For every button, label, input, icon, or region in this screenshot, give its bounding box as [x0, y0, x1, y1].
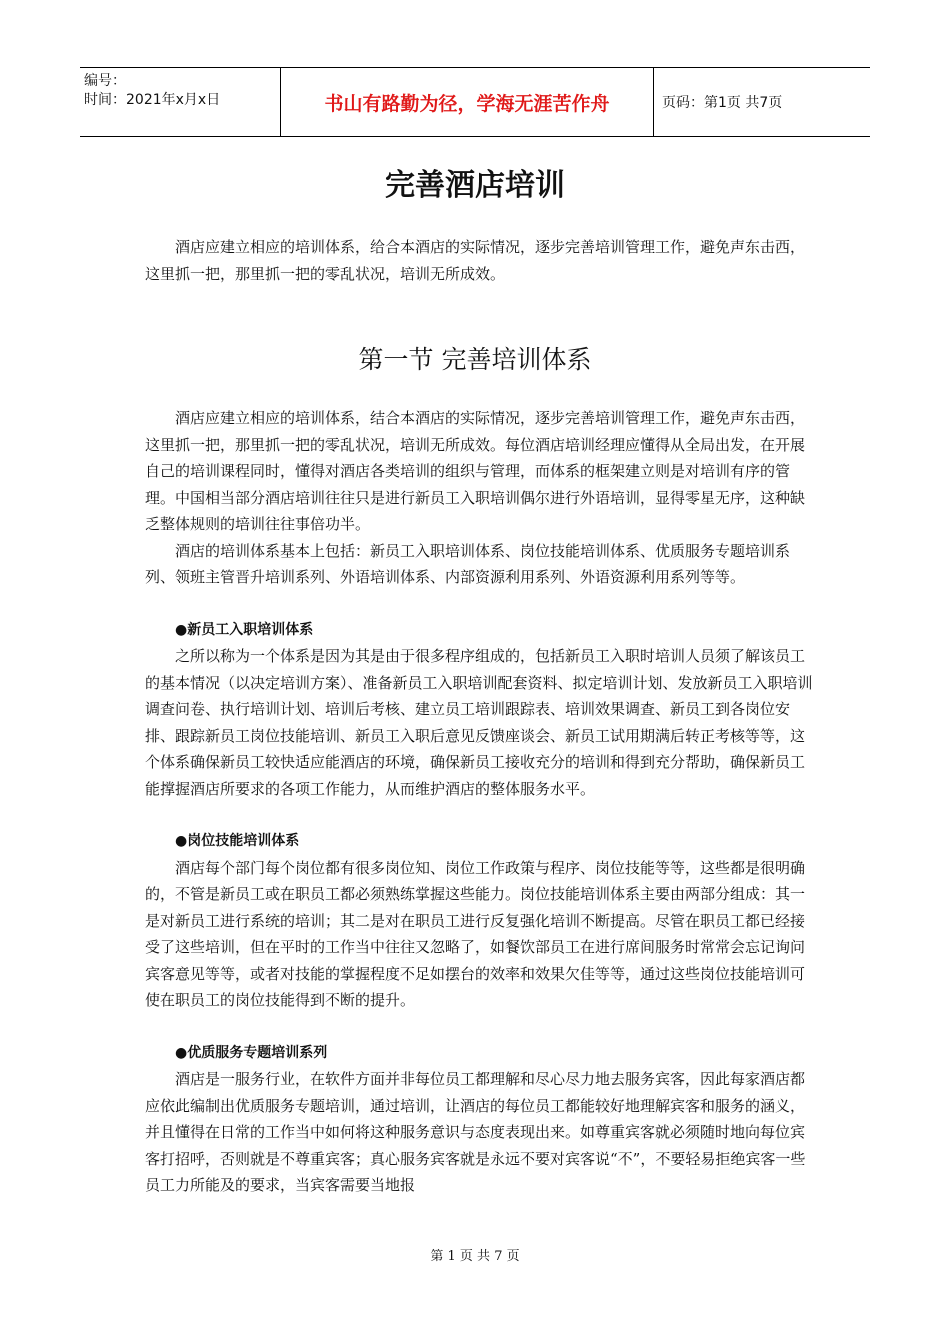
header-page-info: 页码：第1页 共7页 [662, 95, 783, 111]
subsection-heading: ●岗位技能培训体系 [175, 833, 300, 849]
document-title: 完善酒店培训 [385, 168, 565, 203]
subsection-paragraph: 酒店是一服务行业，在软件方面并非每位员工都理解和尽心尽力地去服务宾客，因此每家酒店都应依此编制出优质服务专题培训，通过培训，让酒店的每位员工都能较好地理解宾客和服务的涵义，并且懂得在日常的工作当中如何将这种服务意识与态度表现出来。如尊重宾客就必须随时地向每位宾客打招呼，否则就是不尊重宾客；真心服务宾客就是永远不要对宾客说“不”，不要轻易拒绝宾客一些员工力所能及的要求，当宾客需要当地报 [145, 1070, 806, 1194]
intro-paragraph: 酒店应建立相应的培训体系，给合本酒店的实际情况，逐步完善培训管理工作，避免声东击西，这里抓一把，那里抓一把的零乱状况，培训无所成效。 [145, 238, 806, 283]
subsection-paragraph: 之所以称为一个体系是因为其是由于很多程序组成的，包括新员工入职时培训人员须了解该员工的基本情况（以决定培训方案）、准备新员工入职培训配套资料、拟定培训计划、发放新员工入职培训调查问卷、执行培训计划、培训后考核、建立员工培训跟踪表、培训效果调查、新员工到各岗位安排、跟踪新员工岗位技能培训、新员工入职后意见反馈座谈会、新员工试用期满后转正考核等等，这个体系确保新员工较快适应能酒店的环境，确保新员工接收充分的培训和得到充分帮助，确保新员工能撑握酒店所要求的各项工作能力，从而维护酒店的整体服务水平。 [145, 647, 813, 798]
document-number-label: 编号： [84, 73, 126, 89]
section-title: 第一节 完善培训体系 [358, 345, 592, 374]
header-motto: 书山有路勤为径，学海无涯苦作舟 [280, 68, 654, 136]
subsection-heading: ●优质服务专题培训系列 [175, 1044, 328, 1061]
document-header [80, 67, 870, 137]
body-paragraph: 酒店的培训体系基本上包括：新员工入职培训体系、岗位技能培训体系、优质服务专题培训系列、领班主管晋升培训系列、外语培训体系、内部资源利用系列、外语资源利用系列等等。 [145, 541, 791, 586]
subsection-paragraph: 酒店每个部门每个岗位都有很多岗位知、岗位工作政策与程序、岗位技能等等，这些都是很明确的，不管是新员工或在职员工都必须熟练掌握这些能力。岗位技能培训体系主要由两部分组成：其一是对新员工进行系统的培训；其二是对在职员工进行反复强化培训不断提高。尽管在职员工都已经接受了这些培训，但在平时的工作当中往往又忽略了，如餐饮部员工在进行席间服务时常常会忘记询问宾客意见等等，或者对技能的掌握程度不足如摆台的效率和效果欠佳等等，通过这些岗位技能培训可使在职员工的岗位技能得到不断的提升。 [145, 858, 806, 1009]
section-body [145, 405, 815, 1199]
body-paragraph: 酒店应建立相应的培训体系，结合本酒店的实际情况，逐步完善培训管理工作，避免声东击西，这里抓一把，那里抓一把的零乱状况，培训无所成效。每位酒店培训经理应懂得从全局出发，在开展自己的培训课程同时，懂得对酒店各类培训的组织与管理，而体系的框架建立则是对培训有序的管理。中国相当部分酒店培训往往只是进行新员工入职培训偶尔进行外语培训，显得零星无序，这种缺乏整体规则的培训往往事倍功半。 [145, 409, 806, 533]
header-meta [80, 68, 280, 136]
page-footer: 第 1 页 共 7 页 [430, 1249, 520, 1264]
subsection-heading: ●新员工入职培训体系 [175, 621, 314, 638]
intro-block [145, 234, 815, 287]
document-date: 时间：2021年x月x日 [84, 92, 221, 108]
